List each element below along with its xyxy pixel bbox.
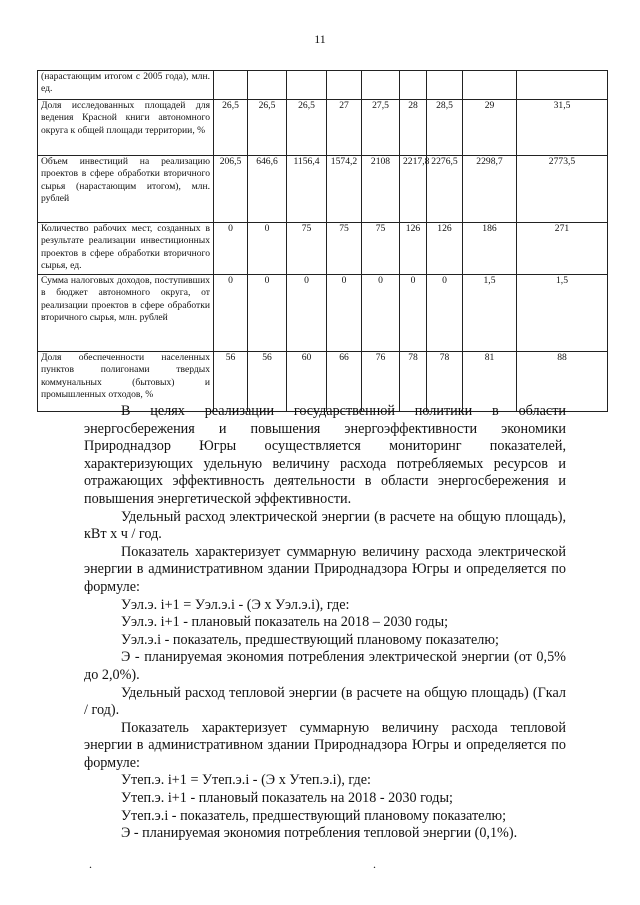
formula-line: Утеп.э. i+1 - плановый показатель на 2018 - 2030 годы;: [121, 790, 453, 807]
value-cell: [362, 71, 400, 100]
value-cell: 26,5: [214, 100, 248, 156]
value-cell: 75: [287, 223, 327, 275]
value-cell: 56: [214, 352, 248, 412]
value-cell: 81: [463, 352, 517, 412]
footer-mark-left: .: [89, 857, 92, 871]
value-cell: 26,5: [287, 100, 327, 156]
value-cell: 66: [327, 352, 362, 412]
body-text: [84, 403, 566, 843]
value-cell: 29: [463, 100, 517, 156]
value-cell: 56: [248, 352, 287, 412]
value-cell: [400, 71, 427, 100]
row-label: (нарастающим итогом с 2005 года), млн. ед.: [38, 71, 214, 100]
paragraph: Показатель характеризует суммарную величину расхода тепловой энергии в административном здании Природнадзора Югры и определяется по формуле:: [84, 719, 566, 771]
value-cell: 75: [362, 223, 400, 275]
paragraph: Удельный расход тепловой энергии (в расчете на общую площадь) (Гкал / год).: [84, 684, 566, 719]
paragraph: Э - планируемая экономия потребления электрической энергии (от 0,5% до 2,0%).: [84, 649, 566, 683]
value-cell: 0: [214, 275, 248, 352]
value-cell: 0: [287, 275, 327, 352]
value-cell: 271: [517, 223, 608, 275]
value-cell: 0: [362, 275, 400, 352]
value-cell: [214, 71, 248, 100]
value-cell: 2108: [362, 156, 400, 223]
row-label: Доля обеспеченности населенных пунктов полигонами твердых коммунальных (бытовых) и промышленных отходов, %: [38, 352, 214, 412]
value-cell: 2217,8: [400, 156, 427, 223]
value-cell: 31,5: [517, 100, 608, 156]
value-cell: 0: [248, 223, 287, 275]
value-cell: [463, 71, 517, 100]
indicators-table: [37, 70, 608, 412]
value-cell: 1156,4: [287, 156, 327, 223]
value-cell: 126: [400, 223, 427, 275]
value-cell: 28,5: [427, 100, 463, 156]
value-cell: 88: [517, 352, 608, 412]
value-cell: [327, 71, 362, 100]
value-cell: 27: [327, 100, 362, 156]
value-cell: 75: [327, 223, 362, 275]
value-cell: 646,6: [248, 156, 287, 223]
value-cell: 0: [214, 223, 248, 275]
formula-line: Уэл.э. i+1 = Уэл.э.i - (Э х Уэл.э.i), где:: [121, 596, 350, 613]
value-cell: 1574,2: [327, 156, 362, 223]
table-row: [38, 71, 608, 100]
value-cell: 0: [427, 275, 463, 352]
value-cell: [287, 71, 327, 100]
value-cell: 60: [287, 352, 327, 412]
value-cell: 27,5: [362, 100, 400, 156]
value-cell: 78: [427, 352, 463, 412]
row-label: Сумма налоговых доходов, поступивших в бюджет автономного округа, от реализации проектов в сфере обработки вторичного сырья, млн. рублей: [38, 275, 214, 352]
footer-mark-right: .: [373, 857, 376, 871]
formula-line: Утеп.э.i - показатель, предшествующий плановому показателю;: [121, 807, 507, 824]
formula-line: Э - планируемая экономия потребления тепловой энергии (0,1%).: [121, 825, 518, 842]
row-label: Доля исследованных площадей для ведения Красной книги автономного округа к общей площади территории, %: [38, 100, 214, 156]
value-cell: 78: [400, 352, 427, 412]
page-number: 11: [314, 32, 326, 46]
value-cell: [427, 71, 463, 100]
value-cell: 1,5: [463, 275, 517, 352]
formula-line: Утеп.э. i+1 = Утеп.э.i - (Э х Утеп.э.i), где:: [121, 772, 371, 789]
row-label: Количество рабочих мест, созданных в результате реализации инвестиционных проектов в сфере обработки вторичного сырья, ед.: [38, 223, 214, 275]
paragraph: В целях реализации государственной политики в области энергосбережения и повышения энергоэффективности экономики Природнадзор Югры осуществляется мониторинг показателей, характеризующих удельную величину расхода потребляемых ресурсов и отражающих эффективность деятельности в области энергосбережения и повышения энергетической эффективности.: [84, 403, 566, 507]
value-cell: 26,5: [248, 100, 287, 156]
value-cell: 0: [400, 275, 427, 352]
value-cell: 126: [427, 223, 463, 275]
value-cell: 1,5: [517, 275, 608, 352]
value-cell: 2276,5: [427, 156, 463, 223]
value-cell: 0: [248, 275, 287, 352]
value-cell: 28: [400, 100, 427, 156]
table-row: [38, 156, 608, 223]
row-label: Объем инвестиций на реализацию проектов в сфере обработки вторичного сырья (нарастающим итогом), млн. рублей: [38, 156, 214, 223]
paragraph: Показатель характеризует суммарную величину расхода электрической энергии в административном здании Природнадзора Югры и определяется по формуле:: [84, 543, 566, 595]
value-cell: 76: [362, 352, 400, 412]
value-cell: 2773,5: [517, 156, 608, 223]
table-row: [38, 223, 608, 275]
table-row: [38, 275, 608, 352]
formula-line: Уэл.э.i - показатель, предшествующий плановому показателю;: [121, 631, 499, 648]
paragraph: Удельный расход электрической энергии (в расчете на общую площадь), кВт х ч / год.: [84, 508, 566, 543]
formula-line: Уэл.э. i+1 - плановый показатель на 2018 – 2030 годы;: [121, 614, 449, 631]
value-cell: [517, 71, 608, 100]
table-row: [38, 100, 608, 156]
value-cell: [248, 71, 287, 100]
value-cell: 2298,7: [463, 156, 517, 223]
value-cell: 186: [463, 223, 517, 275]
value-cell: 0: [327, 275, 362, 352]
value-cell: 206,5: [214, 156, 248, 223]
